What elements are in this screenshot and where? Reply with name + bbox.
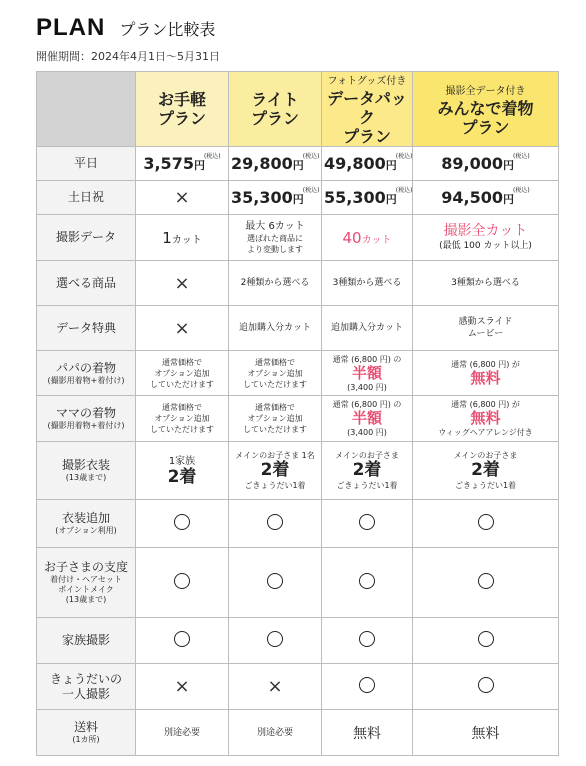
included-circle-icon [229,500,322,548]
price-value: 49,800 [324,154,386,173]
photo-data-cell: 1カット [136,215,229,261]
included-circle-icon [413,500,559,548]
goods-cell: 3種類から選べる [322,261,413,306]
price-value: 89,000 [441,154,504,173]
plan-tagline: フォトグッズ付き [327,76,407,87]
price-cell: 94,500円$^{(税込)}$ [413,181,559,215]
row-photo-data [37,215,559,261]
row-label: 衣装追加 (オプション利用) [37,500,136,548]
included-circle-icon [413,618,559,664]
row-label: 撮影衣装 (13歳まで) [37,442,136,500]
not-available-mark: × [136,306,229,351]
included-circle-icon [322,500,413,548]
plan-name: ライト プラン [250,90,299,128]
row-costume-add [37,500,559,548]
costume-cell: メインのお子さま 2着 ごきょうだい1着 [413,442,559,500]
plan-header-light [229,72,322,147]
not-available-mark: × [136,261,229,306]
price-value: 29,800 [231,154,293,173]
row-mama-kimono [37,396,559,442]
price-cell: 29,800円$^{(税込)}$ [229,147,322,181]
included-circle-icon [229,548,322,618]
kimono-free-cell: 通常 (6,800 円) が 無料 ウィッグヘアアレンジ付き [413,396,559,442]
photo-data-cell: 撮影全カット (最低 100 カット以上) [413,215,559,261]
row-label: きょうだいの 一人撮影 [37,664,136,710]
shipping-cell: 別途必要 [229,710,322,756]
goods-cell: 2種類から選べる [229,261,322,306]
page-subtitle: プラン比較表 [119,20,216,39]
price-cell: 3,575円$^{(税込)}$ [136,147,229,181]
kimono-half-price-cell: 通常 (6,800 円) の 半額 (3,400 円) [322,396,413,442]
row-label: 送料 (1カ所) [37,710,136,756]
plan-name: データパック プラン [327,89,407,146]
price-value: 94,500 [441,188,504,207]
row-shipping [37,710,559,756]
kimono-option-cell: 通常価格で オプション追加 していただけます [229,396,322,442]
row-family-photo [37,618,559,664]
row-child-prep [37,548,559,618]
page-header [36,14,215,46]
price-value: 3,575 [143,154,194,173]
row-label: 平日 [37,147,136,181]
shipping-cell: 無料 [322,710,413,756]
price-value: 55,300 [324,188,386,207]
row-label: 土日祝 [37,181,136,215]
included-circle-icon [136,618,229,664]
bonus-cell: 追加購入分カット [229,306,322,351]
row-weekday [37,147,559,181]
included-circle-icon [322,618,413,664]
plan-header-minna-kimono [413,72,559,147]
row-label: 家族撮影 [37,618,136,664]
included-circle-icon [136,548,229,618]
price-cell: 89,000円$^{(税込)}$ [413,147,559,181]
plan-tagline: 撮影全データ付き [445,85,526,97]
photo-data-cell: 40カット [322,215,413,261]
costume-cell: メインのお子さま 2着 ごきょうだい1着 [322,442,413,500]
photo-data-cell: 最大 6カット 選ばれた商品に より変動します [229,215,322,261]
not-available-mark: × [229,664,322,710]
price-value: 35,300 [231,188,293,207]
row-data-bonus [37,306,559,351]
row-label: 選べる商品 [37,261,136,306]
included-circle-icon [413,548,559,618]
included-circle-icon [322,548,413,618]
row-label: お子さまの支度 着付け・ヘアセット ポイントメイク (13歳まで) [37,548,136,618]
plan-name: みんなで着物 プラン [437,98,534,137]
plan-header-datapack [322,72,413,147]
plan-header-row [37,72,559,147]
plan-header-otegaru [136,72,229,147]
row-label: 撮影データ [37,215,136,261]
costume-cell: メインのお子さま 1名 2着 ごきょうだい1着 [229,442,322,500]
costume-cell: 1家族 2着 [136,442,229,500]
row-label: ママの着物 (撮影用着物+着付け) [37,396,136,442]
price-cell: 55,300円$^{(税込)}$ [322,181,413,215]
header-corner [37,72,136,147]
event-period: 開催期間：2024年4月1日～5月31日 [36,50,220,63]
shipping-cell: 別途必要 [136,710,229,756]
row-label: パパの着物 (撮影用着物+着付け) [37,351,136,396]
row-weekend [37,181,559,215]
bonus-cell: 追加購入分カット [322,306,413,351]
kimono-option-cell: 通常価格で オプション追加 していただけます [229,351,322,396]
row-costume [37,442,559,500]
kimono-option-cell: 通常価格で オプション追加 していただけます [136,351,229,396]
included-circle-icon [136,500,229,548]
plan-name: お手軽 プラン [157,90,206,128]
row-label: データ特典 [37,306,136,351]
included-circle-icon [413,664,559,710]
plan-comparison-table [36,71,559,756]
kimono-option-cell: 通常価格で オプション追加 していただけます [136,396,229,442]
goods-cell: 3種類から選べる [413,261,559,306]
kimono-half-price-cell: 通常 (6,800 円) の 半額 (3,400 円) [322,351,413,396]
page-title: PLAN [36,14,106,41]
price-cell: 49,800円$^{(税込)}$ [322,147,413,181]
price-cell: 35,300円$^{(税込)}$ [229,181,322,215]
not-available-mark: × [136,181,229,215]
row-goods [37,261,559,306]
kimono-free-cell: 通常 (6,800 円) が 無料 [413,351,559,396]
bonus-cell: 感動スライド ムービー [413,306,559,351]
included-circle-icon [322,664,413,710]
not-available-mark: × [136,664,229,710]
row-sibling-photo [37,664,559,710]
included-circle-icon [229,618,322,664]
row-papa-kimono [37,351,559,396]
shipping-cell: 無料 [413,710,559,756]
